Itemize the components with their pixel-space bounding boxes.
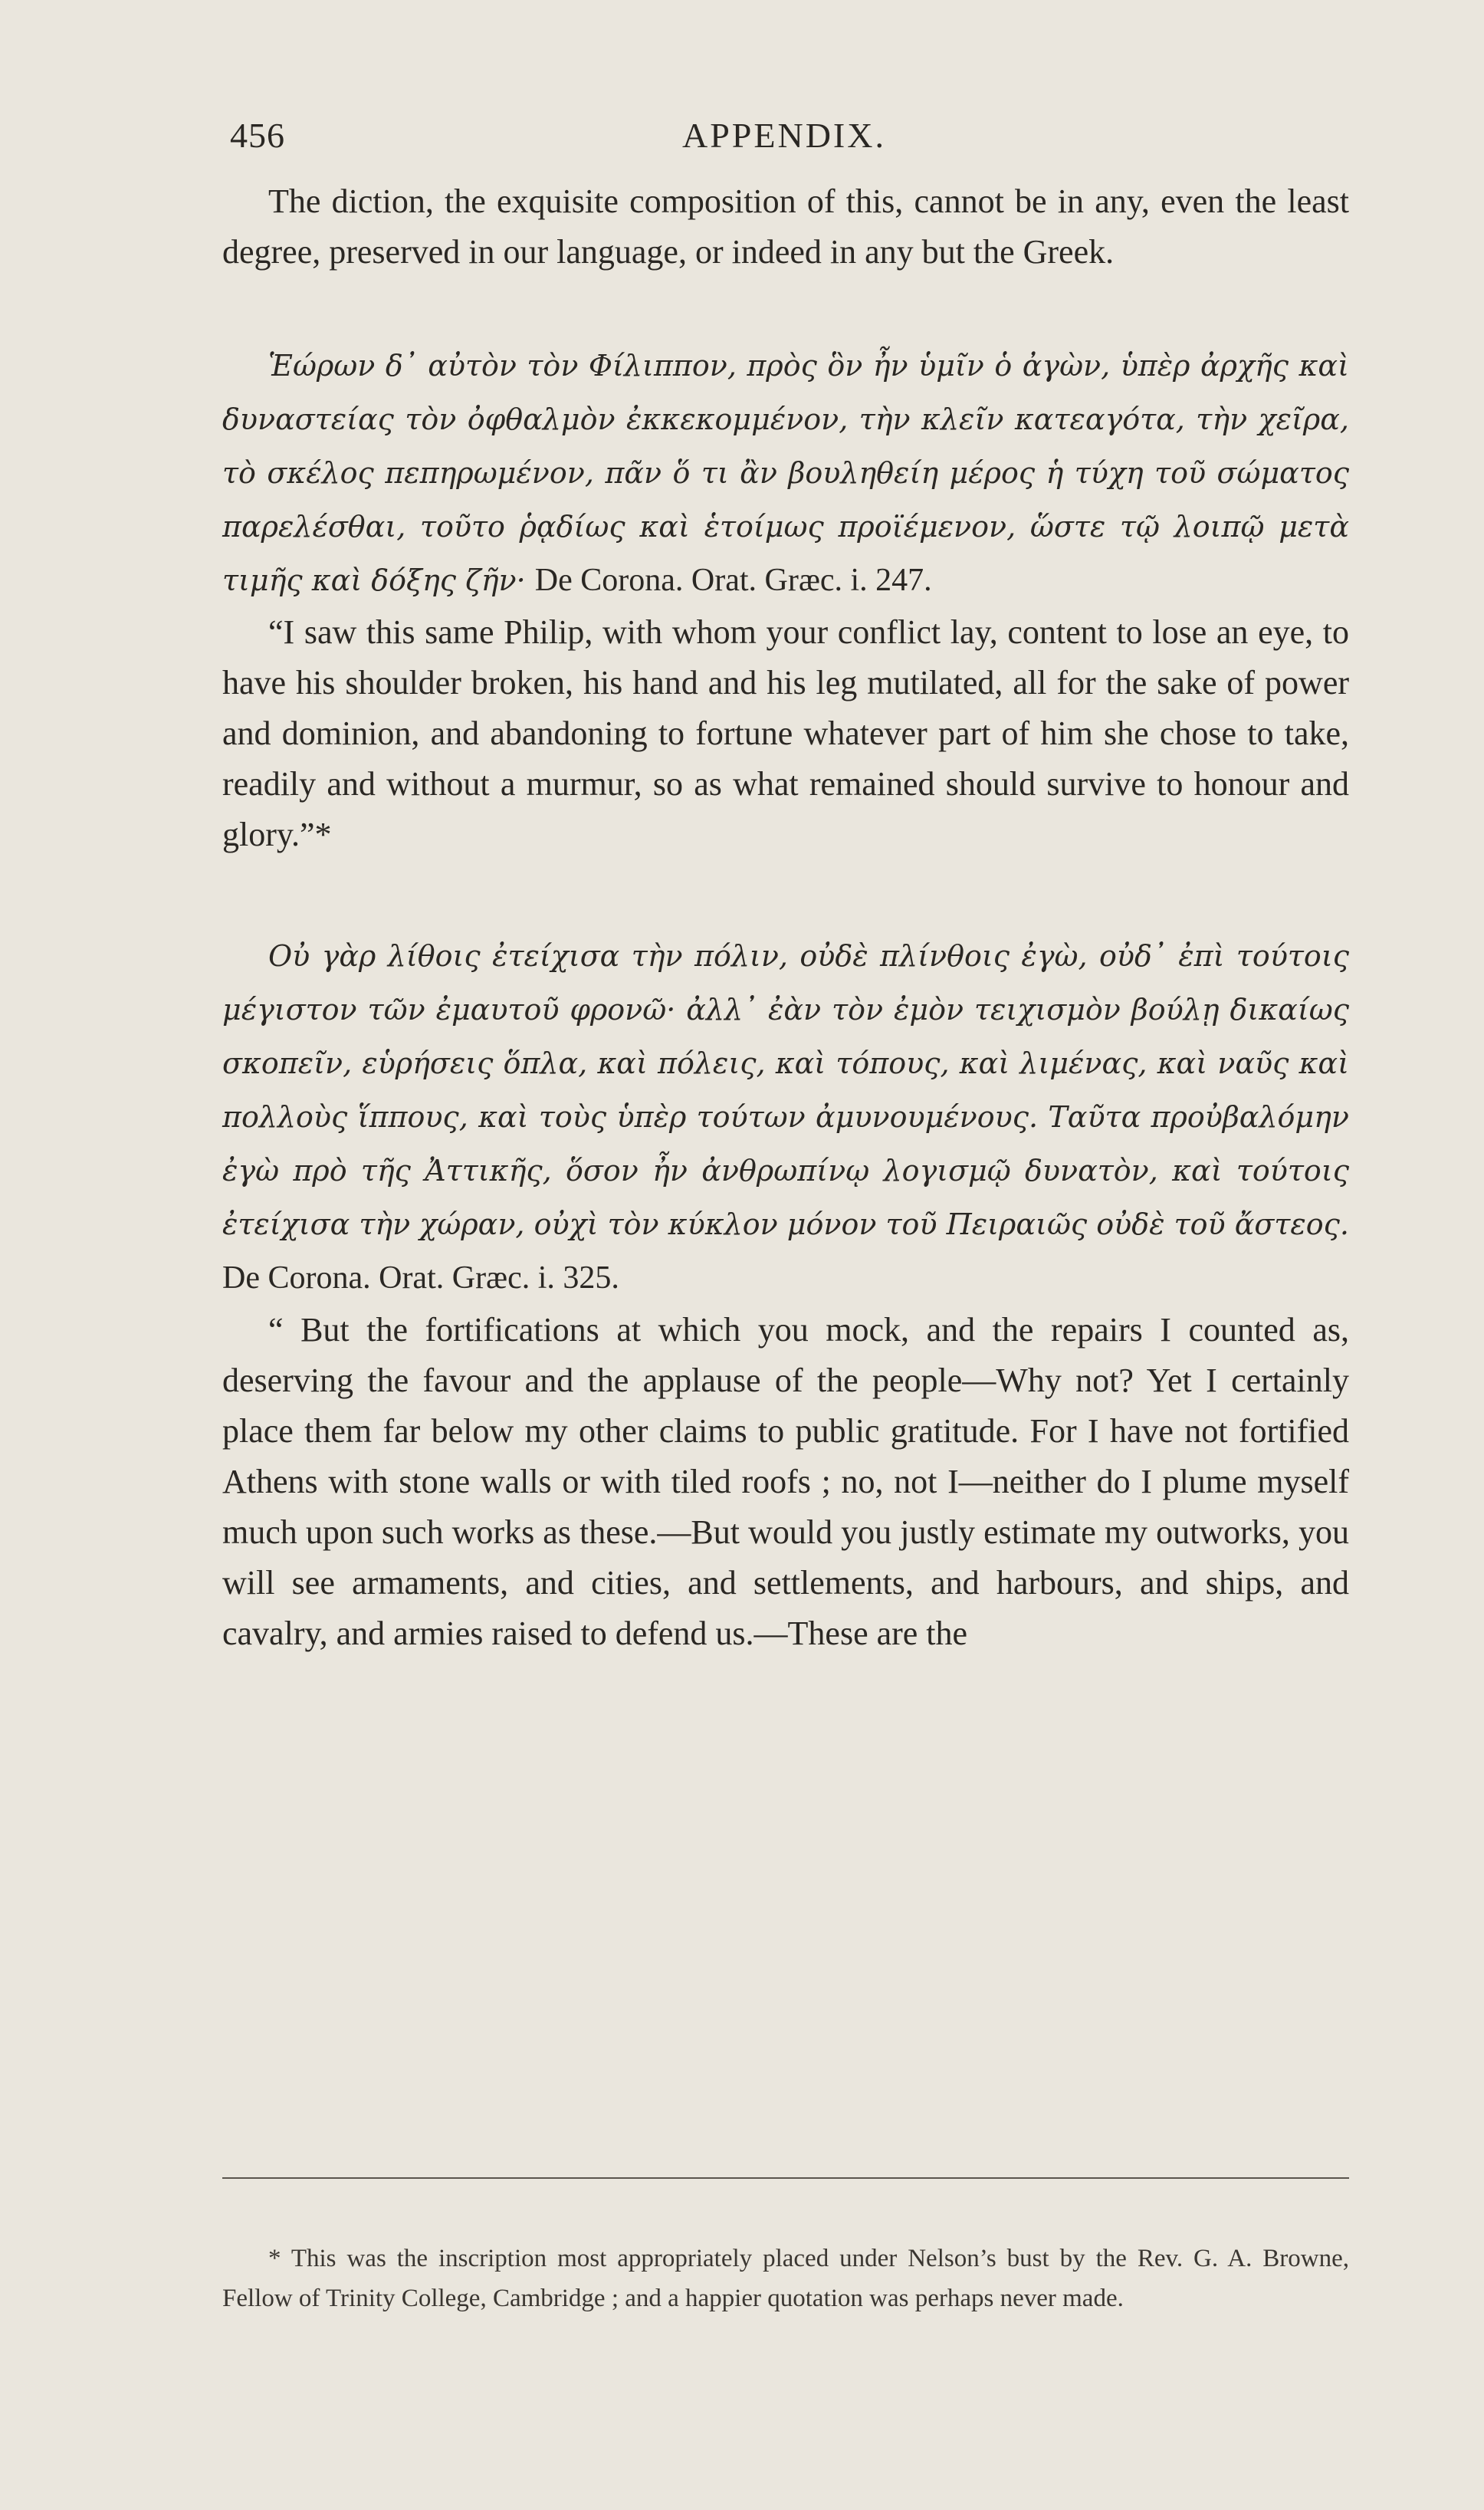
greek-quote-2-citation: De Corona. Orat. Græc. i. 325.	[222, 1260, 619, 1296]
greek-quote-1-text: Ἑώρων δ᾽ αὐτὸν τὸν Φίλιππον, πρὸς ὃν ἦν ὑμῖν ὁ ἀγὼν, ὑπὲρ ἀρχῆς καὶ δυναστείας τὸν ὀφθαλμὸν ἐκκεκομμένον, τὴν κλεῖν κατεαγότα, τὴν χεῖρα, τὸ σκέλος πεπηρωμένον, πᾶν ὅ τι ἂν βουληθείη μέρος ἡ τύχη τοῦ σώματος παρελέσθαι, τοῦτο ῥᾳδίως καὶ ἑτοίμως προϊέμενον, ὥστε τῷ λοιπῷ μετὰ τιμῆς καὶ δόξης ζῆν·	[222, 349, 1349, 597]
greek-quote-2	[222, 929, 1349, 1305]
english-translation-2: “ But the fortifications at which you mock, and the repairs I counted as, deserving the favour and the applause of the people—Why not? Yet I certainly place them far below my other claims to public gratitude. For I have not fortified Athens with stone walls or with tiled roofs ; no, not I—neither do I plume myself much upon such works as these.—But would you justly estimate my outworks, you will see armaments, and cities, and settlements, and harbours, and ships, and cavalry, and armies raised to defend us.—These are the	[222, 1311, 1349, 1652]
footnote: * This was the inscription most appropriately placed under Nelson’s bust by the Rev. G. A. Browne, Fellow of Trinity College, Cambridge ; and a happier quotation was perhaps never made.	[222, 2245, 1349, 2312]
page-number: 456	[230, 116, 285, 155]
greek-quote-2-text: Οὐ γὰρ λίθοις ἐτείχισα τὴν πόλιν, οὐδὲ πλίνθοις ἐγὼ, οὐδ᾽ ἐπὶ τούτοις μέγιστον τῶν ἐμαυτοῦ φρονῶ· ἀλλ᾽ ἐὰν τὸν ἐμὸν τειχισμὸν βούλῃ δικαίως σκοπεῖν, εὑρήσεις ὅπλα, καὶ πόλεις, καὶ τόπους, καὶ λιμένας, καὶ ναῦς καὶ πολλοὺς ἵππους, καὶ τοὺς ὑπὲρ τούτων ἀμυνουμένους. Ταῦτα προὐβαλόμην ἐγὼ πρὸ τῆς Ἀττικῆς, ὅσον ἦν ἀνθρωπίνῳ λογισμῷ δυνατὸν, καὶ τούτοις ἐτείχισα τὴν χώραν, οὐχὶ τὸν κύκλον μόνον τοῦ Πειραιῶς οὐδὲ τοῦ ἄστεος.	[222, 939, 1349, 1241]
english-translation-1: “I saw this same Philip, with whom your conflict lay, content to lose an eye, to have his shoulder broken, his hand and his leg mutilated, all for the sake of power and dominion, and abandoning to fortune whatever part of him she chose to take, readily and without a murmur, so as what remained should survive to honour and glory.”*	[222, 613, 1349, 853]
greek-quote-1-citation: De Corona. Orat. Græc. i. 247.	[534, 563, 932, 598]
page-header	[222, 115, 1349, 176]
greek-quote-1	[222, 339, 1349, 607]
footnote-divider	[222, 2177, 1349, 2179]
intro-paragraph: The diction, the exquisite composition of this, cannot be in any, even the least degree, preserved in our language, or indeed in any but the Greek.	[222, 182, 1349, 271]
book-page	[222, 115, 1349, 2438]
running-head: APPENDIX.	[682, 116, 886, 155]
